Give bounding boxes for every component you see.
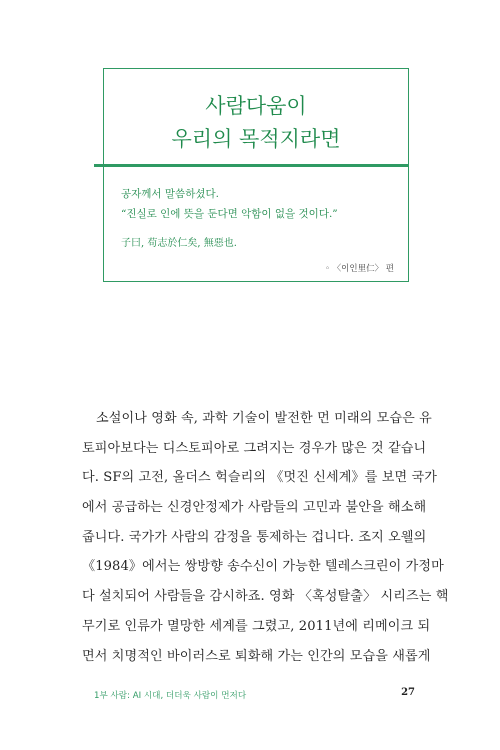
chapter-title-line-1: 사람다움이 xyxy=(205,94,307,118)
body-line: 소설이나 영화 속, 과학 기술이 발전한 먼 미래의 모습은 유 xyxy=(96,411,432,426)
quote-chinese: 子曰, 苟志於仁矣, 無惡也. xyxy=(121,238,237,249)
body-line: 다 설치되어 사람들을 감시하죠. 영화 〈혹성탈출〉 시리즈는 핵 xyxy=(82,589,449,605)
page-number: 27 xyxy=(401,687,415,698)
chapter-title-line-2: 우리의 목적지라면 xyxy=(171,127,341,151)
chapter-title xyxy=(103,90,409,156)
title-divider xyxy=(94,164,409,167)
body-text xyxy=(82,404,449,671)
body-line: 줍니다. 국가가 사람의 감정을 통제하는 겁니다. 조지 오웰의 xyxy=(82,529,427,545)
body-line: 토피아보다는 디스토피아로 그려지는 경우가 많은 것 같습니 xyxy=(82,440,427,456)
body-line: 무기로 인류가 멸망한 세계를 그렸고, 2011년에 리메이크 되 xyxy=(82,618,431,634)
body-line: 에서 공급하는 신경안정제가 사람들의 고민과 불안을 해소해 xyxy=(82,500,427,516)
running-footer-section: 1부 사람: AI 시대, 더더욱 사람이 먼저다 xyxy=(94,691,247,701)
quote-source: ◦ 〈이인里仁〉 편 xyxy=(324,264,394,274)
body-line: 면서 치명적인 바이러스로 퇴화해 가는 인간의 모습을 새롭게 xyxy=(82,648,431,664)
quote-line-2: “진실로 인에 뜻을 둔다면 악함이 없을 것이다.” xyxy=(121,208,338,220)
body-line: 다. SF의 고전, 올더스 헉슬리의 《멋진 신세계》를 보면 국가 xyxy=(82,470,437,486)
quote-line-1: 공자께서 말씀하셨다. xyxy=(121,188,219,200)
body-line: 《1984》에서는 쌍방향 송수신이 가능한 텔레스크린이 가정마 xyxy=(82,559,444,575)
